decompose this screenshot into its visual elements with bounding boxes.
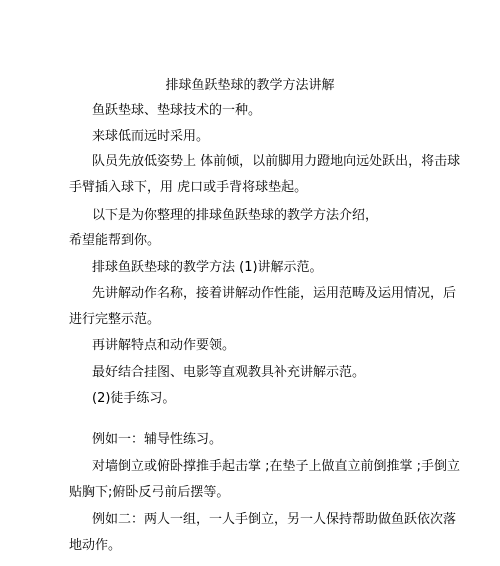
paragraph-line: 对墙倒立或俯卧撑推手起击掌 ;在垫子上做直立前倒推掌 ;手倒立 (92, 459, 461, 474)
paragraph-line: 先讲解动作名称，接着讲解动作性能，运用范畴及运用情况，后 (92, 286, 457, 301)
paragraph-line: 例如一：辅导性练习。 (92, 432, 223, 447)
paragraph-line: 最好结合挂图、电影等直观教具补充讲解示范。 (92, 365, 366, 380)
paragraph-line: 进行完整示范。 (69, 312, 161, 327)
paragraph-line: 贴胸下;俯卧反弓前后摆等。 (69, 485, 230, 500)
document-title: 排球鱼跃垫球的教学方法讲解 (165, 78, 335, 93)
paragraph-line: 排球鱼跃垫球的教学方法 (1)讲解示范。 (92, 260, 323, 275)
paragraph-line: 希望能帮到你。 (69, 233, 161, 248)
paragraph-line: 手臂插入球下，用 虎口或手背将球垫起。 (69, 180, 308, 195)
paragraph-line: 队员先放低姿势上 体前倾，以前脚用力蹬地向远处跃出，将击球 (92, 154, 461, 169)
paragraph-line: 再讲解特点和动作要领。 (92, 338, 236, 353)
paragraph-line: 例如二：两人一组，一人手倒立，另一人保持帮助做鱼跃依次落 (92, 512, 457, 527)
paragraph-line: 地动作。 (69, 538, 122, 553)
paragraph-line: 来球低而远时采用。 (92, 129, 210, 144)
paragraph-line: 以下是为你整理的排球鱼跃垫球的教学方法介绍， (92, 208, 379, 223)
paragraph-line: (2)徒手练习。 (92, 391, 176, 406)
paragraph-line: 鱼跃垫球、垫球技术的一种。 (92, 103, 262, 118)
